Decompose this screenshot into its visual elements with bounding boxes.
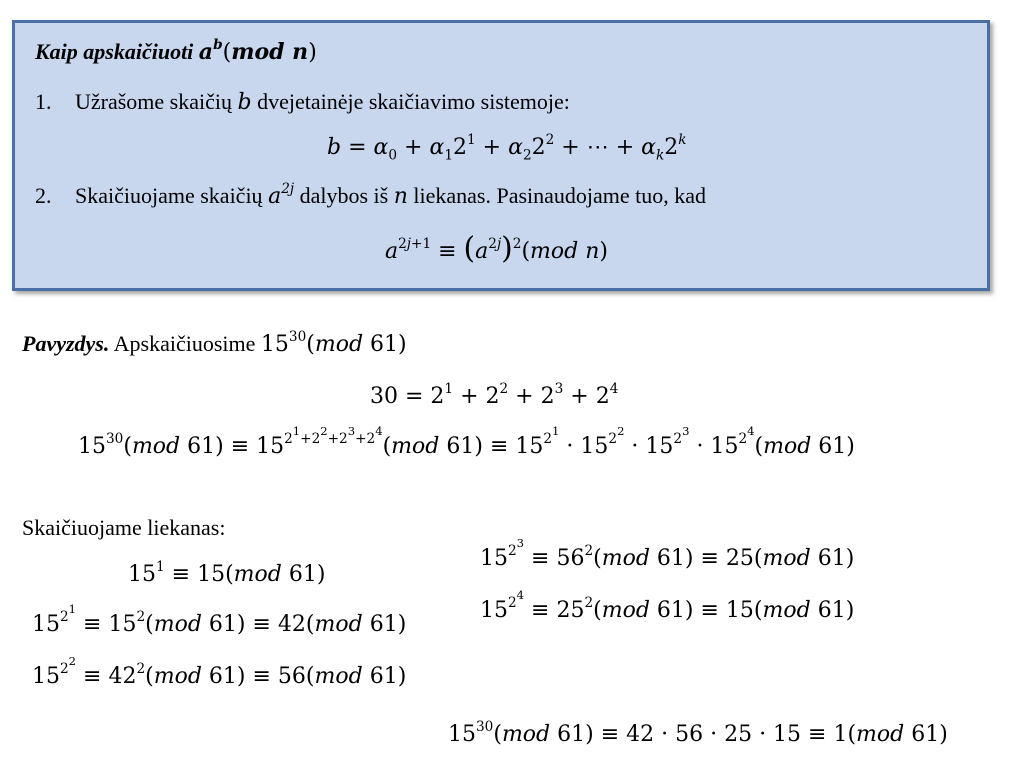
method-box bbox=[12, 20, 990, 291]
remainder-3: $15^{2^2} \equiv 42^2(mod$ 61) ≡ 56(mod 61) bbox=[32, 653, 407, 689]
final-result: $15^{30}(mod$ 61) ≡ 42 · 56 · 25 · 15 ≡ 1(mod 61) bbox=[448, 719, 948, 747]
power-decomposition: $15^{30}(mod$ $61) \equiv 15^{2^1+2^2+2^3+2^4}(mod$ $61) \equiv 15^{2^1} \cdot 15^{2^2} \cdot 15^{2^3} \cdot 15^{2^4}(mod$ 61) bbox=[78, 423, 855, 459]
step-1: 1. Užrašome skaičių b dvejetainėje skaičiavimo sistemoje: bbox=[35, 89, 570, 115]
recursion-formula: $a^{2j+1} \equiv (a^{2j})^2(mod$ n) bbox=[385, 231, 608, 266]
box-title: Kaip apskaičiuoti $a^b(mod$ n) bbox=[35, 37, 317, 65]
example-intro: Pavyzdys. Apskaičiuosime $15^{30}(mod$ 61) bbox=[22, 329, 407, 357]
remainder-5: $15^{2^4} \equiv 25^2(mod$ 61) ≡ 15(mod 61) bbox=[480, 587, 855, 623]
remainders-label: Skaičiuojame liekanas: bbox=[22, 515, 226, 540]
remainder-1: $15^1 \equiv 15(mod$ 61) bbox=[128, 559, 326, 587]
remainder-2: $15^{2^1} \equiv 15^2(mod$ 61) ≡ 42(mod 61) bbox=[32, 601, 407, 637]
remainder-4: $15^{2^3} \equiv 56^2(mod$ 61) ≡ 25(mod 61) bbox=[480, 535, 855, 571]
binary-expansion-formula: $b = \alpha_0 + \alpha_12^1 + \alpha_22^2$ + ⋯ + $\alpha_k2^k$ bbox=[327, 132, 687, 164]
step-2: 2. Skaičiuojame skaičių $a^{2j}$ dalybos iš n liekanas. Pasinaudojame tuo, kad bbox=[35, 181, 707, 209]
exponent-binary-decomposition: $30 = 2^1 + 2^2 + 2^3 + 2^4$ bbox=[370, 381, 619, 409]
